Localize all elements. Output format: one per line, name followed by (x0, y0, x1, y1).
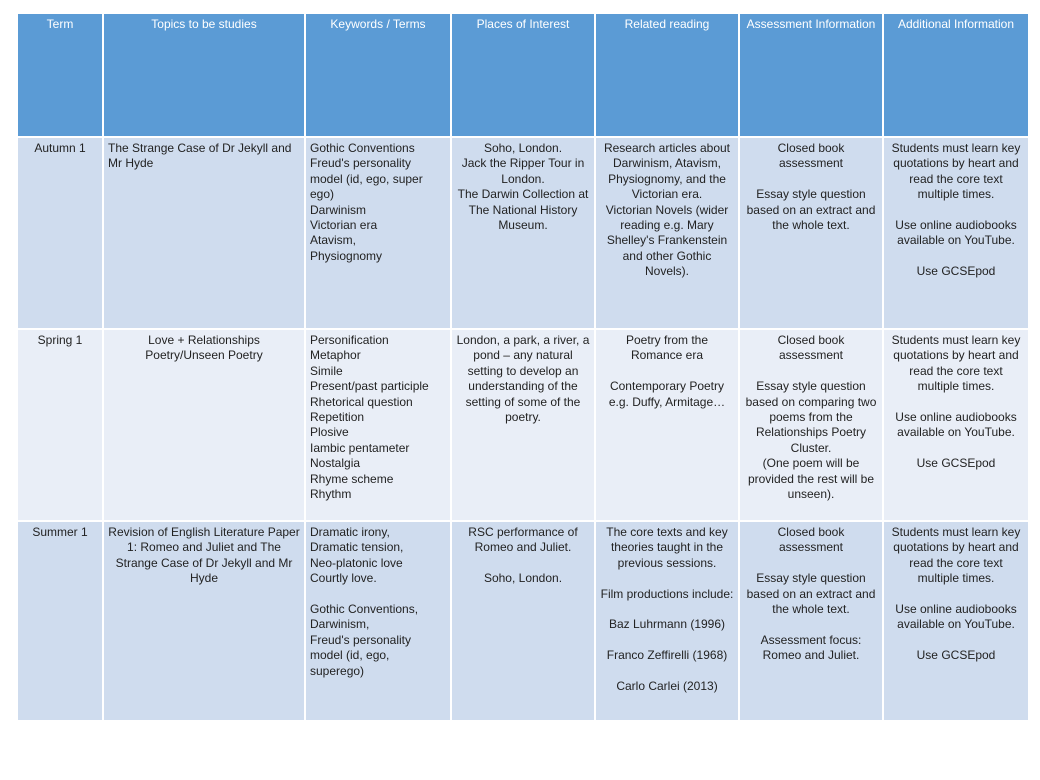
text-line: The Darwin Collection at The National History Museum. (457, 187, 589, 233)
text-line: Use online audiobooks available on YouTube. (895, 410, 1017, 440)
text-line: Gothic Conventions (310, 141, 415, 155)
text-line: Darwinism (310, 202, 367, 217)
text-line: Carlo Carlei (2013) (616, 679, 718, 693)
header-topics: Topics to be studies (104, 14, 304, 136)
header-assessment: Assessment Information (740, 14, 882, 136)
table-row (18, 522, 1028, 720)
spacer (600, 633, 734, 648)
text-line: Victorian Novels (wider reading e.g. Mary Shelley's Frankenstein and other Gothic Novels). (605, 202, 729, 279)
cell-topics (104, 522, 304, 720)
text-line: London, a park, a river, a pond – any natural setting to develop an understanding of the setting of some of the poetry. (456, 333, 590, 425)
text-line: Rhetorical question (310, 394, 413, 409)
cell-assessment (740, 138, 882, 328)
text-line: Present/past participle (310, 379, 429, 394)
text-line: The Strange Case of Dr Jekyll and Mr Hyde (108, 141, 292, 171)
text-line: Baz Luhrmann (1996) (608, 617, 726, 632)
text-line: Use GCSEpod (916, 648, 996, 663)
spacer (600, 602, 734, 617)
text-line: Jack the Ripper Tour in London. (461, 156, 585, 186)
spacer (744, 364, 878, 379)
spacer (888, 203, 1024, 218)
curriculum-table-wrapper (16, 12, 1028, 722)
text-line: Essay style question based on an extract and the whole text. (746, 571, 876, 617)
cell-additional (884, 330, 1028, 520)
text-line: Dramatic irony, (310, 525, 390, 539)
text-line: Students must learn key quotations by heart and read the core text multiple times. (891, 333, 1021, 394)
text-line: Use GCSEpod (916, 456, 996, 471)
spacer (310, 587, 446, 602)
text-line: Victorian era (310, 218, 378, 233)
text-line: Soho, London. (483, 141, 563, 155)
header-reading: Related reading (596, 14, 738, 136)
text-line: Atavism, (310, 233, 357, 248)
spacer (744, 617, 878, 632)
text-line: Soho, London. (483, 571, 563, 586)
text-line: Revision of English Literature Paper 1: Romeo and Juliet and The Strange Case of Dr Jekyll and Mr Hyde (108, 525, 300, 586)
text-line: Rhyme scheme (310, 471, 394, 486)
text-line: Use online audiobooks available on YouTube. (895, 218, 1017, 248)
text-line: Nostalgia (310, 456, 361, 471)
text-line: Love + Relationships Poetry/Unseen Poetry (145, 333, 263, 363)
cell-places (452, 330, 594, 520)
text-line: Neo-platonic love (310, 555, 403, 570)
text-line: Dramatic tension, (310, 540, 404, 555)
text-line: Rhythm (310, 487, 352, 502)
spacer (888, 587, 1024, 602)
text-line: Closed book assessment (777, 525, 845, 555)
text-line: Courtly love. (310, 571, 377, 586)
spacer (456, 556, 590, 571)
text-line: Personification (310, 333, 389, 347)
text-line: Students must learn key quotations by heart and read the core text multiple times. (891, 525, 1021, 586)
cell-reading (596, 330, 738, 520)
cell-assessment (740, 330, 882, 520)
spacer (600, 364, 734, 379)
text-line: Contemporary Poetry e.g. Duffy, Armitage… (608, 379, 726, 409)
spacer (888, 633, 1024, 648)
spacer (888, 441, 1024, 456)
spacer (888, 249, 1024, 264)
table-row (18, 138, 1028, 328)
cell-term: Autumn 1 (18, 138, 102, 328)
text-line: The core texts and key theories taught in the previous sessions. (606, 525, 728, 570)
spacer (600, 571, 734, 586)
cell-keywords (306, 138, 450, 328)
cell-reading (596, 522, 738, 720)
text-line: Metaphor (310, 348, 361, 363)
cell-topics (104, 330, 304, 520)
text-line: Use online audiobooks available on YouTube. (895, 602, 1017, 632)
curriculum-table (16, 12, 1030, 722)
text-line: Iambic pentameter (310, 440, 410, 455)
spacer (744, 556, 878, 571)
text-line: (One poem will be provided the rest will be unseen). (747, 456, 875, 502)
cell-topics (104, 138, 304, 328)
text-line: Plosive (310, 425, 349, 440)
text-line: Essay style question based on an extract and the whole text. (746, 187, 876, 233)
text-line: Repetition (310, 410, 365, 425)
header-places: Places of Interest (452, 14, 594, 136)
header-keywords: Keywords / Terms (306, 14, 450, 136)
text-line: Essay style question based on comparing two poems from the Relationships Poetry Cluster. (745, 379, 877, 455)
text-line: RSC performance of Romeo and Juliet. (468, 525, 578, 555)
text-line: Darwinism, (310, 617, 370, 632)
table-row (18, 330, 1028, 520)
cell-keywords (306, 522, 450, 720)
text-line: Students must learn key quotations by heart and read the core text multiple times. (891, 141, 1021, 202)
text-line: Simile (310, 363, 343, 378)
text-line: Closed book assessment (777, 141, 845, 171)
header-additional: Additional Information (884, 14, 1028, 136)
cell-places (452, 138, 594, 328)
text-line: Use GCSEpod (916, 264, 996, 279)
spacer (888, 395, 1024, 410)
spacer (600, 664, 734, 679)
cell-term: Summer 1 (18, 522, 102, 720)
text-line: Closed book assessment (777, 333, 845, 363)
cell-reading (596, 138, 738, 328)
cell-places (452, 522, 594, 720)
cell-keywords (306, 330, 450, 520)
cell-assessment (740, 522, 882, 720)
header-term: Term (18, 14, 102, 136)
spacer (744, 172, 878, 187)
text-line: Gothic Conventions, (310, 602, 419, 617)
text-line: Freud's personality model (id, ego, super ego) (310, 156, 423, 202)
text-line: Freud's personality model (id, ego, superego) (310, 632, 412, 678)
text-line: Physiognomy (310, 248, 383, 263)
cell-additional (884, 522, 1028, 720)
text-line: Franco Zeffirelli (1968) (606, 648, 728, 663)
text-line: Film productions include: (600, 586, 734, 601)
text-line: Poetry from the Romance era (625, 333, 709, 363)
text-line: Research articles about Darwinism, Atavism, Physiognomy, and the Victorian era. (603, 141, 731, 202)
header-row (18, 14, 1028, 136)
cell-additional (884, 138, 1028, 328)
text-line: Assessment focus: Romeo and Juliet. (760, 632, 862, 663)
cell-term: Spring 1 (18, 330, 102, 520)
